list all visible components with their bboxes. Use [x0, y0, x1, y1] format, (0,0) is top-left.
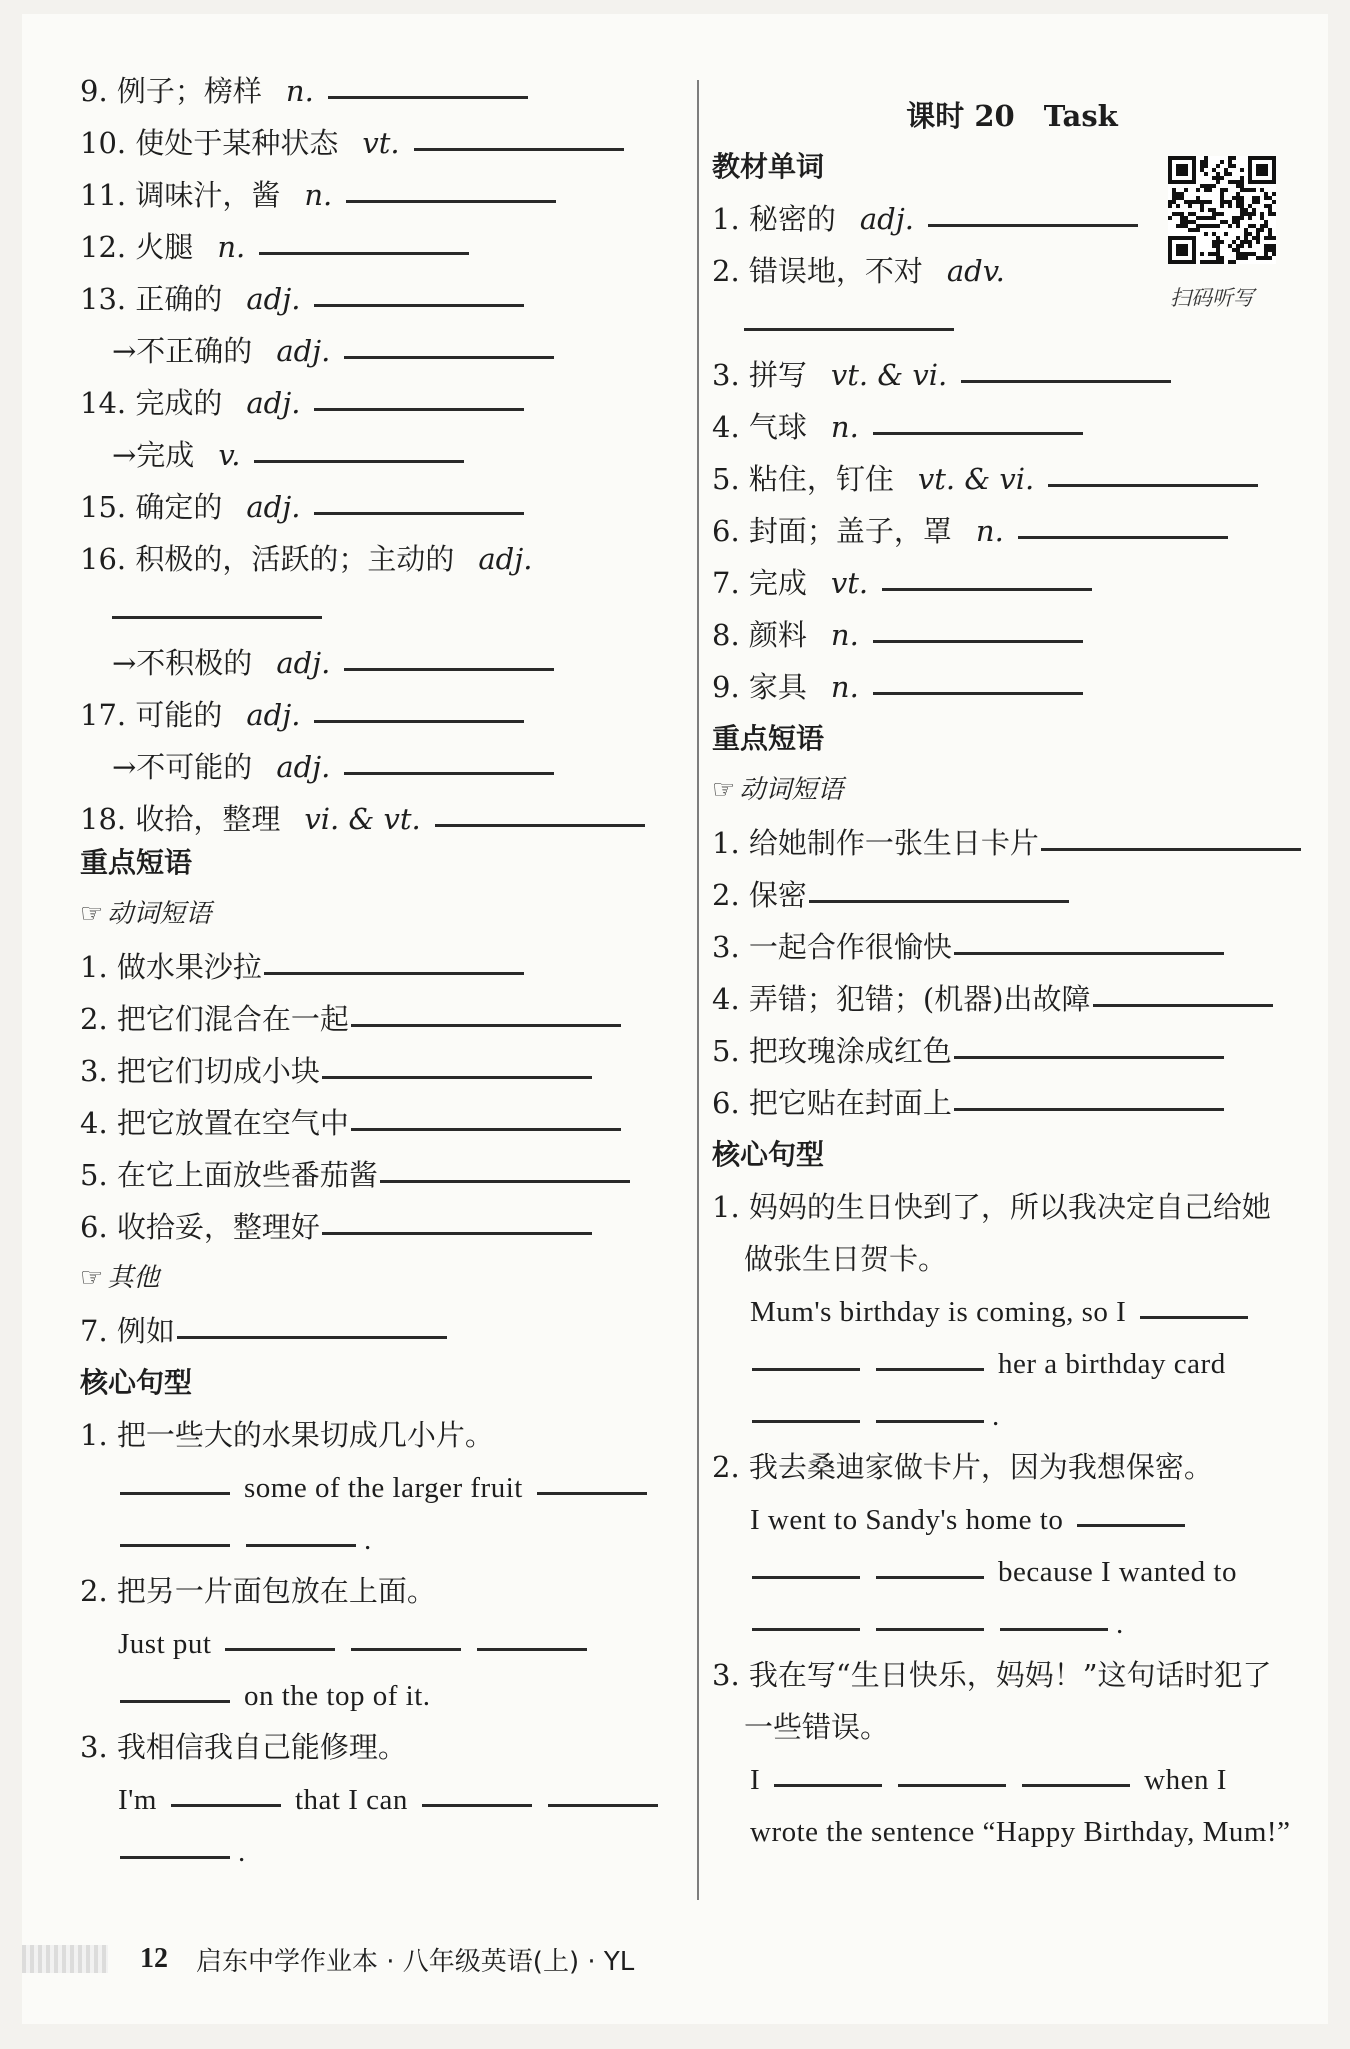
- sentence-line: [744, 1760, 1233, 1799]
- answer-blank[interactable]: [120, 1700, 230, 1703]
- part-of-speech: vt. & vi.: [830, 358, 948, 392]
- answer-blank[interactable]: [351, 1648, 461, 1651]
- answer-blank[interactable]: [314, 304, 524, 307]
- part-of-speech: n.: [830, 670, 859, 704]
- vocab-line: [712, 200, 1138, 238]
- answer-blank[interactable]: [882, 588, 1092, 591]
- column-divider: [697, 80, 699, 1900]
- phrase-text: 7. 例如: [80, 1314, 175, 1348]
- vocab-term: 5. 粘住，钉住: [712, 462, 894, 496]
- answer-blank[interactable]: [537, 1492, 647, 1495]
- answer-blank[interactable]: [177, 1336, 447, 1339]
- qr-caption: 扫码听写: [1170, 286, 1254, 310]
- vocab-term: →不积极的: [112, 646, 253, 680]
- other-label: [80, 1260, 159, 1296]
- part-of-speech: adj.: [276, 334, 331, 368]
- answer-blank[interactable]: [120, 1492, 230, 1495]
- vocab-line: [112, 748, 554, 786]
- answer-blank[interactable]: [1018, 536, 1228, 539]
- sentence-line: [712, 1656, 1272, 1694]
- vocab-line: [80, 124, 624, 162]
- sentence-line: [80, 1572, 436, 1610]
- sentence-line: [112, 1468, 655, 1507]
- vocab-line: [112, 332, 554, 370]
- sentence-words: .: [364, 1524, 372, 1556]
- phrase-text: 1. 做水果沙拉: [80, 950, 262, 984]
- sentence-line: [744, 1552, 1243, 1591]
- vocab-heading: 教材单词: [712, 150, 825, 183]
- part-of-speech: n.: [830, 618, 859, 652]
- sentence-words: some of the larger fruit: [244, 1472, 523, 1504]
- part-of-speech: adj.: [276, 646, 331, 680]
- answer-blank[interactable]: [171, 1804, 281, 1807]
- book-title: 启东中学作业本 · 八年级英语(上) · YL: [196, 1947, 635, 1977]
- vocab-term: 2. 错误地，不对: [712, 254, 923, 288]
- answer-blank[interactable]: [1000, 1628, 1108, 1631]
- answer-blank[interactable]: [380, 1180, 630, 1183]
- answer-blank[interactable]: [1077, 1524, 1185, 1527]
- part-of-speech: vt.: [362, 126, 400, 160]
- answer-blank[interactable]: [876, 1576, 984, 1579]
- vocab-line: [80, 800, 645, 838]
- phrase-text: 4. 把它放置在空气中: [80, 1106, 349, 1140]
- part-of-speech: n.: [304, 178, 333, 212]
- answer-blank[interactable]: [314, 512, 524, 515]
- part-of-speech: n.: [285, 74, 314, 108]
- vocab-line: [112, 592, 322, 630]
- vocab-line: [80, 540, 532, 578]
- phrase-line: [80, 1000, 621, 1038]
- sentence-words: I'm: [118, 1784, 157, 1816]
- answer-blank[interactable]: [954, 1056, 1224, 1059]
- footer-decoration: [22, 1945, 108, 1973]
- phrase-text: 5. 在它上面放些番茄酱: [80, 1158, 378, 1192]
- answer-blank[interactable]: [264, 972, 524, 975]
- sentence-words: when I: [1144, 1764, 1227, 1796]
- sentence-text: 2. 我去桑迪家做卡片，因为我想保密。: [712, 1450, 1213, 1484]
- answer-blank[interactable]: [548, 1804, 658, 1807]
- pointing-hand-icon: ☞: [80, 899, 104, 929]
- answer-blank[interactable]: [961, 380, 1171, 383]
- sentence-line: [744, 1708, 889, 1746]
- answer-blank[interactable]: [435, 824, 645, 827]
- sentence-line: [712, 1188, 1271, 1226]
- sentence-text: 做张生日贺卡。: [744, 1242, 948, 1276]
- sentence-words: her a birthday card: [998, 1348, 1226, 1380]
- part-of-speech: v.: [218, 438, 241, 472]
- answer-blank[interactable]: [1140, 1316, 1248, 1319]
- answer-blank[interactable]: [351, 1024, 621, 1027]
- answer-blank[interactable]: [259, 252, 469, 255]
- vocab-term: →不正确的: [112, 334, 253, 368]
- answer-blank[interactable]: [752, 1576, 860, 1579]
- answer-blank[interactable]: [1093, 1004, 1273, 1007]
- phrase-line: [80, 1208, 592, 1246]
- answer-blank[interactable]: [254, 460, 464, 463]
- sentence-line: [744, 1604, 1124, 1643]
- phrase-text: 6. 收拾妥，整理好: [80, 1210, 320, 1244]
- vocab-term: 8. 颜料: [712, 618, 807, 652]
- phrase-line: [712, 876, 1069, 914]
- phrase-line: [712, 928, 1224, 966]
- part-of-speech: adj.: [478, 542, 533, 576]
- answer-blank[interactable]: [328, 96, 528, 99]
- part-of-speech: adj.: [246, 282, 301, 316]
- answer-blank[interactable]: [876, 1368, 984, 1371]
- answer-blank[interactable]: [351, 1128, 621, 1131]
- vocab-line: [112, 436, 464, 474]
- answer-blank[interactable]: [112, 616, 322, 619]
- pointing-hand-icon: ☞: [712, 775, 736, 805]
- sentence-words: Mum's birthday is coming, so I: [750, 1296, 1127, 1328]
- vocab-line: [80, 696, 524, 734]
- answer-blank[interactable]: [898, 1784, 1006, 1787]
- answer-blank[interactable]: [928, 224, 1138, 227]
- answer-blank[interactable]: [322, 1076, 592, 1079]
- verb-phrases-label-text: 动词短语: [739, 775, 844, 805]
- answer-blank[interactable]: [752, 1628, 860, 1631]
- part-of-speech: vi. & vt.: [304, 802, 421, 836]
- vocab-term: 4. 气球: [712, 410, 807, 444]
- answer-blank[interactable]: [873, 432, 1083, 435]
- vocab-term: 7. 完成: [712, 566, 807, 600]
- vocab-term: 9. 例子；榜样: [80, 74, 262, 108]
- phrase-line: [80, 1104, 621, 1142]
- vocab-line: [712, 564, 1092, 602]
- vocab-line: [80, 384, 524, 422]
- answer-blank[interactable]: [314, 720, 524, 723]
- other-label-text: 其他: [107, 1263, 160, 1293]
- phrase-text: 4. 弄错；犯错；(机器)出故障: [712, 982, 1091, 1016]
- pointing-hand-icon: ☞: [80, 1263, 104, 1293]
- phrase-line: [80, 948, 524, 986]
- answer-blank[interactable]: [774, 1784, 882, 1787]
- sentence-line: [112, 1520, 372, 1559]
- answer-blank[interactable]: [876, 1628, 984, 1631]
- vocab-term: 1. 秘密的: [712, 202, 836, 236]
- sentence-words: on the top of it.: [244, 1680, 431, 1712]
- qr-code-icon[interactable]: [1168, 156, 1276, 264]
- answer-blank[interactable]: [346, 200, 556, 203]
- answer-blank[interactable]: [422, 1804, 532, 1807]
- sentence-line: [744, 1292, 1256, 1331]
- vocab-term: 17. 可能的: [80, 698, 223, 732]
- vocab-term: →不可能的: [112, 750, 253, 784]
- vocab-term: 15. 确定的: [80, 490, 223, 524]
- phrases-heading: 重点短语: [80, 846, 193, 879]
- sentence-words: because I wanted to: [998, 1556, 1237, 1588]
- vocab-line: [712, 356, 1171, 394]
- answer-blank[interactable]: [873, 640, 1083, 643]
- answer-blank[interactable]: [414, 148, 624, 151]
- answer-blank[interactable]: [954, 952, 1224, 955]
- phrase-text: 2. 保密: [712, 878, 807, 912]
- part-of-speech: adj.: [246, 490, 301, 524]
- answer-blank[interactable]: [314, 408, 524, 411]
- answer-blank[interactable]: [477, 1648, 587, 1651]
- vocab-line: [80, 176, 556, 214]
- sentence-line: [744, 1344, 1232, 1383]
- vocab-term: 3. 拼写: [712, 358, 807, 392]
- verb-phrases-label-text: 动词短语: [107, 899, 212, 929]
- phrase-line: [80, 1156, 630, 1194]
- phrase-text: 1. 给她制作一张生日卡片: [712, 826, 1039, 860]
- answer-blank[interactable]: [752, 1368, 860, 1371]
- sentence-words: .: [238, 1836, 246, 1868]
- sentence-text: 一些错误。: [744, 1710, 890, 1744]
- answer-blank[interactable]: [744, 328, 954, 331]
- phrase-line: [712, 1032, 1224, 1070]
- sentence-words: I went to Sandy's home to: [750, 1504, 1064, 1536]
- sentence-words: Just put: [118, 1628, 212, 1660]
- vocab-line: [744, 304, 954, 342]
- part-of-speech: adj.: [246, 386, 301, 420]
- vocab-term: 10. 使处于某种状态: [80, 126, 339, 160]
- verb-phrases-label: [80, 896, 211, 932]
- vocab-line: [80, 280, 524, 318]
- answer-blank[interactable]: [873, 692, 1083, 695]
- part-of-speech: n.: [217, 230, 246, 264]
- sentence-line: [712, 1448, 1213, 1486]
- vocab-line: [712, 668, 1083, 706]
- sentence-text: 3. 我在写“生日快乐，妈妈！”这句话时犯了: [712, 1658, 1272, 1692]
- phrase-line: [712, 1084, 1224, 1122]
- vocab-term: →完成: [112, 438, 195, 472]
- sentence-text: 1. 把一些大的水果切成几小片。: [80, 1418, 494, 1452]
- vocab-line: [712, 252, 1005, 290]
- sentence-text: 1. 妈妈的生日快到了，所以我决定自己给她: [712, 1190, 1271, 1224]
- sentence-words: I: [750, 1764, 761, 1796]
- answer-blank[interactable]: [1048, 484, 1258, 487]
- phrase-line: [712, 980, 1273, 1018]
- lesson-title: 课时 20 Task: [906, 99, 1118, 133]
- answer-blank[interactable]: [876, 1420, 984, 1423]
- answer-blank[interactable]: [322, 1232, 592, 1235]
- part-of-speech: adj.: [246, 698, 301, 732]
- part-of-speech: adv.: [946, 254, 1005, 288]
- sentence-text: 3. 我相信我自己能修理。: [80, 1730, 407, 1764]
- answer-blank[interactable]: [246, 1544, 356, 1547]
- page-number: 12: [140, 1943, 168, 1974]
- answer-blank[interactable]: [120, 1544, 230, 1547]
- part-of-speech: vt.: [830, 566, 869, 600]
- vocab-term: 12. 火腿: [80, 230, 194, 264]
- answer-blank[interactable]: [344, 356, 554, 359]
- sentence-line: [112, 1624, 595, 1663]
- verb-phrases-label: [712, 772, 843, 808]
- vocab-term: 16. 积极的，活跃的；主动的: [80, 542, 455, 576]
- vocab-line: [80, 488, 524, 526]
- sentence-line: [744, 1240, 947, 1278]
- phrase-text: 2. 把它们混合在一起: [80, 1002, 349, 1036]
- sentence-words: that I can: [294, 1784, 408, 1816]
- vocab-term: 11. 调味汁，酱: [80, 178, 281, 212]
- sentence-line: [744, 1812, 1296, 1851]
- part-of-speech: n.: [975, 514, 1004, 548]
- vocab-line: [80, 228, 469, 266]
- phrase-line: [80, 1052, 592, 1090]
- answer-blank[interactable]: [120, 1856, 230, 1859]
- sentence-line: [744, 1396, 1000, 1435]
- sentence-line: [112, 1780, 666, 1819]
- answer-blank[interactable]: [1022, 1784, 1130, 1787]
- vocab-line: [712, 512, 1228, 550]
- sentence-line: [80, 1416, 494, 1454]
- vocab-term: 18. 收拾，整理: [80, 802, 281, 836]
- vocab-line: [112, 644, 554, 682]
- answer-blank[interactable]: [1041, 848, 1301, 851]
- answer-blank[interactable]: [809, 900, 1069, 903]
- part-of-speech: n.: [830, 410, 859, 444]
- vocab-line: [712, 616, 1083, 654]
- sentences-heading: 核心句型: [712, 1138, 825, 1171]
- vocab-line: [712, 408, 1083, 446]
- sentence-words: .: [1116, 1608, 1124, 1640]
- phrases-heading: 重点短语: [712, 722, 825, 755]
- sentences-heading: 核心句型: [80, 1366, 193, 1399]
- vocab-line: [80, 72, 528, 110]
- part-of-speech: vt. & vi.: [917, 462, 1035, 496]
- answer-blank[interactable]: [225, 1648, 335, 1651]
- part-of-speech: adj.: [859, 202, 914, 236]
- sentence-line: [80, 1728, 407, 1766]
- part-of-speech: adj.: [276, 750, 331, 784]
- sentence-line: [112, 1832, 246, 1871]
- sentence-words: .: [992, 1400, 1000, 1432]
- sentence-words: wrote the sentence “Happy Birthday, Mum!”: [750, 1816, 1291, 1848]
- answer-blank[interactable]: [344, 668, 554, 671]
- vocab-term: 14. 完成的: [80, 386, 223, 420]
- vocab-term: 13. 正确的: [80, 282, 223, 316]
- phrase-text: 3. 把它们切成小块: [80, 1054, 320, 1088]
- phrase-text: 6. 把它贴在封面上: [712, 1086, 952, 1120]
- phrase-text: 5. 把玫瑰涂成红色: [712, 1034, 952, 1068]
- sentence-line: [112, 1676, 437, 1715]
- vocab-term: 6. 封面；盖子，罩: [712, 514, 952, 548]
- answer-blank[interactable]: [954, 1108, 1224, 1111]
- sentence-line: [744, 1500, 1193, 1539]
- answer-blank[interactable]: [344, 772, 554, 775]
- vocab-term: 9. 家具: [712, 670, 807, 704]
- sentence-text: 2. 把另一片面包放在上面。: [80, 1574, 436, 1608]
- phrase-line: [80, 1312, 447, 1350]
- phrase-line: [712, 824, 1301, 862]
- vocab-line: [712, 460, 1258, 498]
- phrase-text: 3. 一起合作很愉快: [712, 930, 952, 964]
- answer-blank[interactable]: [752, 1420, 860, 1423]
